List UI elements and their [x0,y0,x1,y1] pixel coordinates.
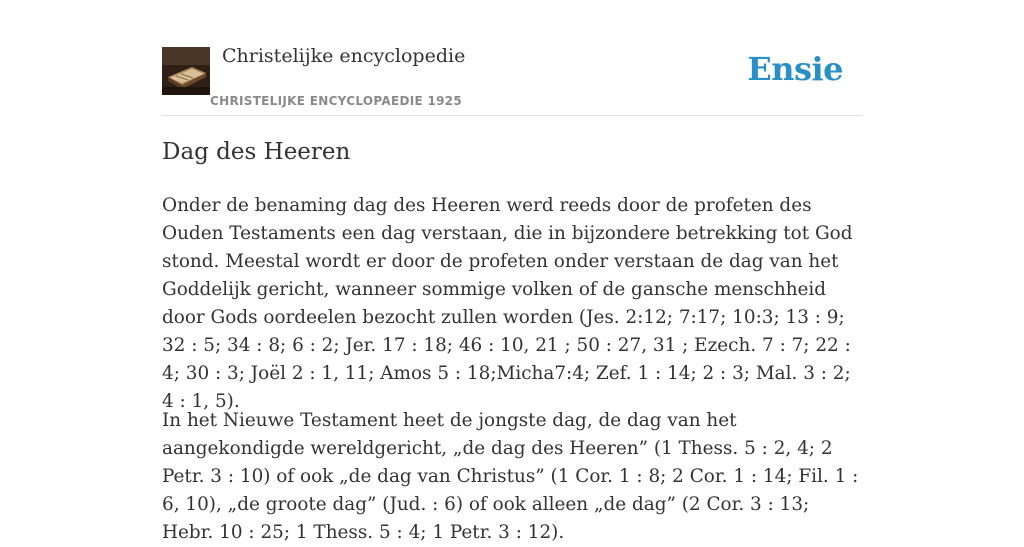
ensie-logo[interactable]: Ensie [747,50,843,88]
source-avatar[interactable] [162,47,210,95]
header-divider [162,115,862,116]
article-paragraph-1: Onder de benaming dag des Heeren werd reeds door de profeten des Ouden Testaments een dag verstaan, die in bijzondere betrekking tot God stond. Meestal wordt er door de profeten onder verstaan de dag van het Goddelijk gericht, wanneer sommige volken of de gansche menschheid door Gods oordeelen bezocht zullen worden (Jes. 2:12; 7:17; 10:3; 13 : 9; 32 : 5; 34 : 8; 6 : 2; Jer. 17 : 18; 46 : 10, 21 ; 50 : 27, 31 ; Ezech. 7 : 7; 22 : 4; 30 : 3; Joël 2 : 1, 11; Amos 5 : 18;Micha7:4; Zef. 1 : 14; 2 : 3; Mal. 3 : 2; 4 : 1, 5). [162,195,853,412]
page [162,0,862,543]
article-paragraph-2: In het Nieuwe Testament heet de jongste dag, de dag van het aangekondigde wereldgericht, „de dag des Heeren” (1 Thess. 5 : 2, 4; 2 Petr. 3 : 10) of ook „de dag van Christus” (1 Cor. 1 : 8; 2 Cor. 1 : 14; Fil. 1 : 6, 10), „de groote dag” (Jud. : 6) of ook alleen „de dag” (2 Cor. 3 : 13; Hebr. 10 : 25; 1 Thess. 5 : 4; 1 Petr. 3 : 12). [162,410,859,543]
article-title: Dag des Heeren [162,139,351,165]
source-subtitle[interactable]: CHRISTELIJKE ENCYCLOPAEDIE 1925 [210,94,463,108]
book-thumbnail-icon [162,47,210,95]
source-title[interactable]: Christelijke encyclopedie [222,45,466,67]
